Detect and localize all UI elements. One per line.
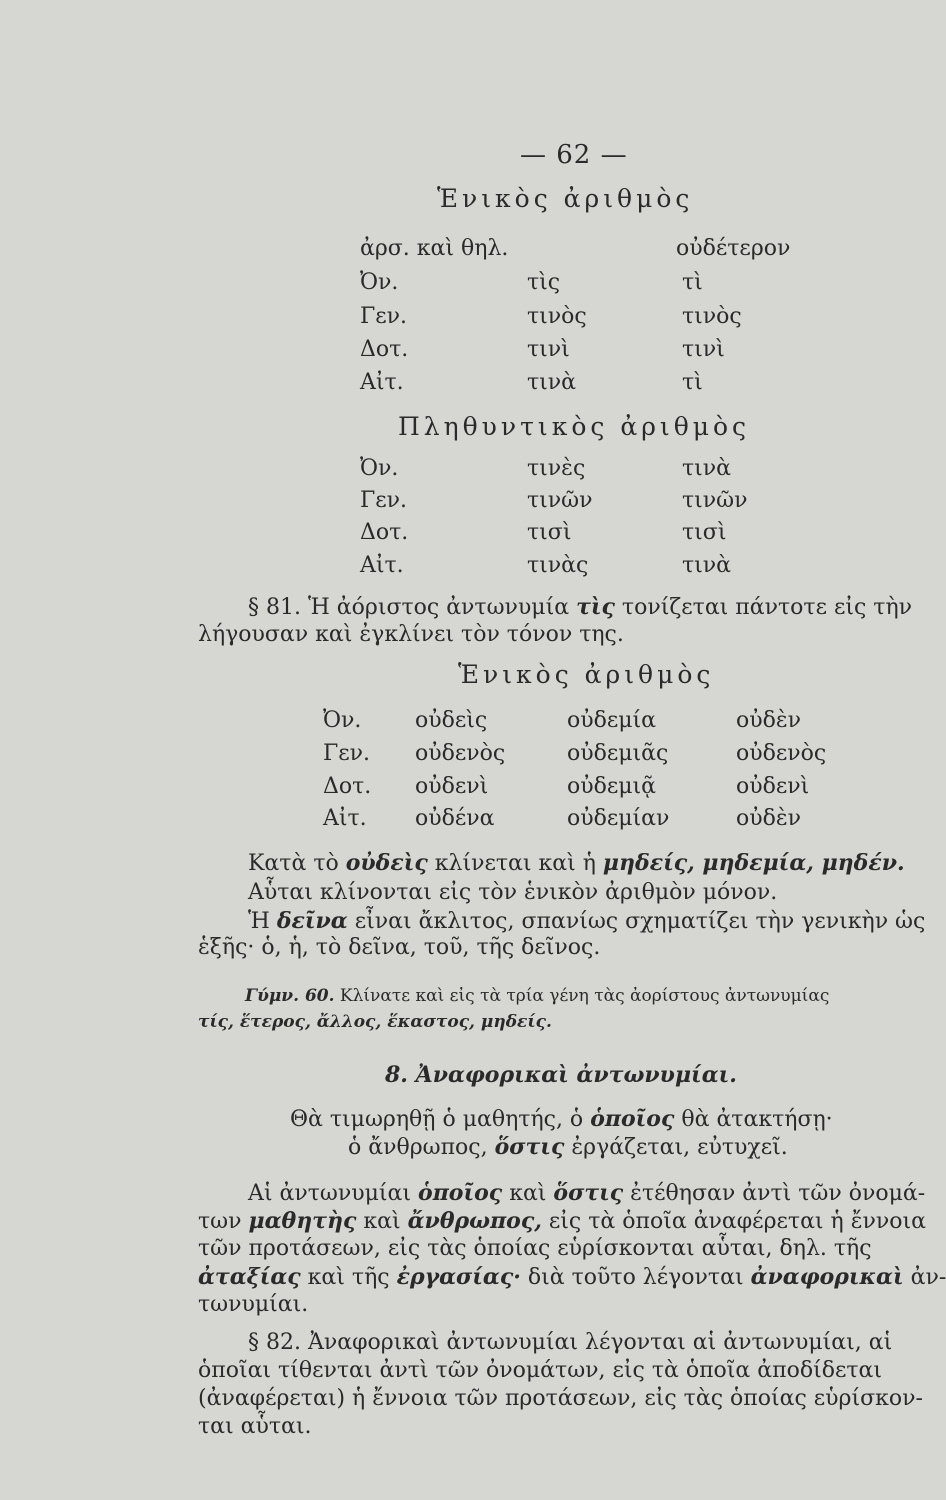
para1-line2 bbox=[198, 1208, 926, 1234]
text-span: Κατὰ τὸ bbox=[248, 851, 339, 876]
exercise-line1 bbox=[245, 986, 829, 1006]
text-span: ἐτέθησαν ἀντὶ τῶν ὀνομά- bbox=[630, 1181, 926, 1206]
table3-heading: Ἑνικὸς ἀριθμὸς bbox=[458, 660, 715, 689]
emphasis-word: ἀναφορικαὶ bbox=[750, 1264, 904, 1290]
table3-cell: οὐδεὶς bbox=[415, 708, 488, 733]
table1-case: Αἰτ. bbox=[360, 370, 404, 395]
p82-line4: ται αὗται. bbox=[198, 1414, 312, 1439]
p81-line1-start: § 81. Ἡ ἀόριστος ἀντωνυμία bbox=[248, 595, 570, 620]
after-table-line4: ἑξῆς· ὁ, ἡ, τὸ δεῖνα, τοῦ, τῆς δεῖνος. bbox=[198, 935, 601, 960]
para1-line1 bbox=[248, 1180, 925, 1206]
exercise-label: Γύμν. 60. bbox=[245, 986, 335, 1006]
text-span: καὶ bbox=[363, 1209, 401, 1234]
table2-cell: τινὲς bbox=[527, 456, 586, 481]
table1-case: Ὀν. bbox=[360, 270, 399, 295]
table2-case: Αἰτ. bbox=[360, 553, 404, 578]
text-span: Αἱ ἀντωνυμίαι bbox=[248, 1181, 412, 1206]
section8-title: 8. Ἀναφορικαὶ ἀντωνυμίαι. bbox=[385, 1062, 737, 1088]
text-span: ἐργάζεται, εὐτυχεῖ. bbox=[571, 1135, 788, 1160]
table3-cell: οὐδένα bbox=[415, 806, 495, 831]
table3-cell: οὐδὲν bbox=[736, 806, 802, 831]
p82-line2: ὁποῖαι τίθενται ἀντὶ τῶν ὀνομάτων, εἰς τὰ ὁποῖα ἀποδίδεται bbox=[198, 1358, 883, 1383]
table3-cell: οὐδενὶ bbox=[415, 774, 489, 799]
emphasis-word: ὁποῖος bbox=[418, 1180, 503, 1206]
table2-case: Δοτ. bbox=[360, 520, 409, 545]
table1-col-head-right: οὐδέτερον bbox=[676, 236, 791, 261]
text-span: εἶναι ἄκλιτος, σπανίως σχηματίζει τὴν γενικὴν ὡς bbox=[354, 909, 926, 934]
after-table-line2: Αὗται κλίνονται εἰς τὸν ἑνικὸν ἀριθμὸν μόνον. bbox=[248, 880, 778, 905]
para1-line3: τῶν προτάσεων, εἰς τὰς ὁποίας εὑρίσκονται αὗται, δηλ. τῆς bbox=[198, 1236, 872, 1261]
text-span: θὰ ἀτακτήσῃ· bbox=[681, 1107, 833, 1132]
table2-heading: Πληθυντικὸς ἀριθμὸς bbox=[398, 412, 751, 441]
table3-cell: οὐδεμιᾷ bbox=[567, 774, 657, 799]
table2-cell: τινὰς bbox=[527, 553, 589, 578]
table3-cell: οὐδενὶ bbox=[736, 774, 810, 799]
table3-case: Ὀν. bbox=[323, 708, 362, 733]
table3-case: Γεν. bbox=[323, 741, 371, 766]
after-table-line1 bbox=[248, 850, 905, 876]
table3-cell: οὐδεμία bbox=[567, 708, 657, 733]
table2-cell: τινῶν bbox=[682, 488, 748, 513]
text-span: ὁ ἄνθρωπος, bbox=[348, 1135, 488, 1160]
table3-cell: οὐδενὸς bbox=[736, 741, 827, 766]
emphasis-word: μαθητὴς bbox=[248, 1208, 357, 1234]
table1-col-head-left: ἀρσ. καὶ θηλ. bbox=[360, 236, 509, 261]
text-span: ἀν- bbox=[910, 1265, 946, 1290]
table1-cell: τὶ bbox=[682, 370, 703, 395]
text-span: καὶ τῆς bbox=[307, 1265, 390, 1290]
emphasis-word: ὁποῖος bbox=[590, 1106, 675, 1132]
table1-cell: τινὰ bbox=[527, 370, 577, 395]
table2-cell: τινῶν bbox=[527, 488, 593, 513]
table1-cell: τινὸς bbox=[527, 304, 587, 329]
text-span: εἰς τὰ ὁποῖα ἀναφέρεται ἡ ἔννοια bbox=[548, 1209, 927, 1234]
p81-line2: λήγουσαν καὶ ἐγκλίνει τὸν τόνον της. bbox=[198, 622, 624, 647]
emphasis-word: οὐδεὶς bbox=[345, 850, 428, 876]
table3-cell: οὐδεμιᾶς bbox=[567, 741, 669, 766]
emphasis-word: ἐργασίας· bbox=[396, 1264, 521, 1290]
table2-cell: τισὶ bbox=[527, 520, 572, 545]
para1-line5: τωνυμίαι. bbox=[198, 1292, 309, 1317]
table2-cell: τισὶ bbox=[682, 520, 727, 545]
table1-cell: τινὸς bbox=[682, 304, 742, 329]
p81-emphasis-word: τὶς bbox=[576, 594, 615, 620]
page-number: — 62 — bbox=[520, 140, 628, 170]
text-span: διὰ τοῦτο λέγονται bbox=[527, 1265, 744, 1290]
table2-cell: τινὰ bbox=[682, 553, 732, 578]
table1-heading: Ἑνικὸς ἀριθμὸς bbox=[437, 184, 694, 213]
p82-line1: § 82. Ἀναφορικαὶ ἀντωνυμίαι λέγονται αἱ ἀντωνυμίαι, αἱ bbox=[248, 1330, 893, 1355]
table3-case: Δοτ. bbox=[323, 774, 372, 799]
p81-line1 bbox=[248, 594, 912, 620]
emphasis-word: ὅστις bbox=[553, 1180, 624, 1206]
table3-cell: οὐδεμίαν bbox=[567, 806, 670, 831]
table1-case: Γεν. bbox=[360, 304, 408, 329]
section8-example2 bbox=[348, 1134, 788, 1160]
after-table-line3 bbox=[248, 908, 925, 934]
emphasis-word: ἀταξίας bbox=[198, 1264, 301, 1290]
p81-line1-end: τονίζεται πάντοτε εἰς τὴν bbox=[621, 595, 913, 620]
emphasis-word: ὅστις bbox=[494, 1134, 565, 1160]
table1-cell: τὶς bbox=[527, 270, 561, 295]
table2-case: Γεν. bbox=[360, 488, 408, 513]
p82-line3: (ἀναφέρεται) ἡ ἔννοια τῶν προτάσεων, εἰς τὰς ὁποίας εὑρίσκον- bbox=[198, 1386, 923, 1411]
emphasis-word: ἄνθρωπος, bbox=[407, 1208, 542, 1234]
table2-case: Ὀν. bbox=[360, 456, 399, 481]
text-span: καὶ bbox=[509, 1181, 547, 1206]
text-span: Θὰ τιμωρηθῇ ὁ μαθητής, ὁ bbox=[290, 1107, 584, 1132]
table1-cell: τινὶ bbox=[527, 337, 570, 362]
table1-case: Δοτ. bbox=[360, 337, 409, 362]
exercise-words: τίς, ἕτερος, ἄλλος, ἕκαστος, μηδείς. bbox=[198, 1012, 552, 1032]
table3-case: Αἰτ. bbox=[323, 806, 367, 831]
exercise-text: Κλίνατε καὶ εἰς τὰ τρία γένη τὰς ἀορίστους ἀντωνυμίας bbox=[339, 986, 830, 1006]
para1-line4 bbox=[198, 1264, 946, 1290]
text-span: των bbox=[198, 1209, 242, 1234]
table3-cell: οὐδενὸς bbox=[415, 741, 506, 766]
table3-cell: οὐδὲν bbox=[736, 708, 802, 733]
table2-cell: τινὰ bbox=[682, 456, 732, 481]
table1-cell: τινὶ bbox=[682, 337, 725, 362]
text-span: Ἡ bbox=[248, 909, 270, 934]
emphasis-word: μηδείς, μηδεμία, μηδέν. bbox=[602, 850, 905, 876]
text-span: κλίνεται καὶ ἡ bbox=[434, 851, 596, 876]
table1-cell: τὶ bbox=[682, 270, 703, 295]
section8-example1 bbox=[290, 1106, 833, 1132]
emphasis-word: δεῖνα bbox=[276, 908, 348, 934]
